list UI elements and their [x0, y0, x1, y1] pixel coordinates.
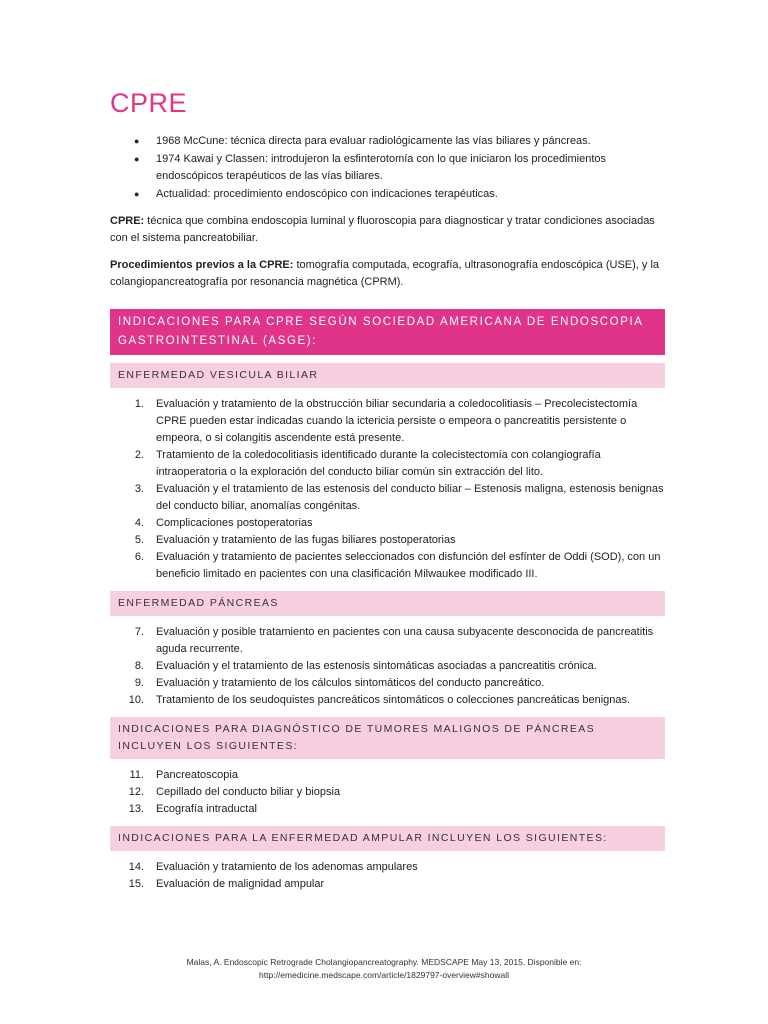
section-heading-gallbladder: ENFERMEDAD VESICULA BILIAR [110, 363, 665, 388]
item-text: Tratamiento de los seudoquistes pancreáticos sintomáticos o colecciones pancreáticas benignas. [156, 694, 631, 706]
list-item [110, 624, 665, 658]
list-item [110, 396, 665, 447]
list-item [110, 658, 665, 675]
item-number: 10. [128, 694, 144, 706]
item-text: Evaluación y tratamiento de los adenomas ampulares [156, 861, 418, 873]
list-item [110, 549, 665, 583]
item-text: Evaluación de malignidad ampular [156, 878, 325, 890]
ampullary-list [110, 859, 665, 893]
list-item [110, 767, 665, 784]
item-number: 15. [128, 878, 144, 890]
citation-url: http://emedicine.medscape.com/article/1829797-overview#showall [259, 970, 509, 980]
document-page [110, 88, 665, 901]
tumors-list [110, 767, 665, 818]
citation-footer [0, 956, 768, 982]
bullet-item: ● 1968 McCune: técnica directa para evaluar radiológicamente las vías biliares y páncreas. [156, 133, 665, 150]
item-text: Evaluación y tratamiento de pacientes seleccionados con disfunción del esfínter de Oddi (SOD), con un beneficio limitado en pacientes con una clasificación Milwaukee modificado III. [156, 551, 661, 580]
item-text: Pancreatoscopia [156, 769, 238, 781]
item-text: Evaluación y tratamiento de la obstrucción biliar secundaria a coledocolitiasis – Precolecistectomía CPRE pueden estar indicadas cuando la ictericia persiste o empeora o pancreatitis persistente o empeora, o si colangitis ascendente está presente. [156, 398, 638, 444]
item-text: Evaluación y el tratamiento de las estenosis del conducto biliar – Estenosis maligna, estenosis benignas del conducto biliar, anomalías congénitas. [156, 483, 664, 512]
page-title: CPRE [110, 88, 188, 118]
definition-label: CPRE: [110, 215, 145, 227]
item-number: 2. [134, 449, 144, 461]
item-text: Evaluación y posible tratamiento en pacientes con una causa subyacente desconocida de pancreatitis aguda recurrente. [156, 626, 654, 655]
item-number: 6. [134, 551, 144, 563]
history-bullet-list [110, 133, 665, 203]
procedures-text: tomografía computada, ecografía, ultrasonografía endoscópica (USE), y la colangiopancreatografía por resonancia magnética (CPRM). [110, 259, 660, 288]
citation-text: Malas, A. Endoscopic Retrograde Cholangiopancreatography. MEDSCAPE May 13, 2015. Disponible en: [186, 957, 582, 967]
section-heading-pancreas: ENFERMEDAD PÁNCREAS [110, 591, 665, 616]
list-item [110, 447, 665, 481]
item-text: Tratamiento de la coledocolitiasis identificado durante la colecistectomía con colangiografía intraoperatoria o la exploración del conducto biliar común sin extracción del lito. [156, 449, 601, 478]
item-number: 5. [134, 534, 144, 546]
list-item [110, 675, 665, 692]
item-number: 1. [134, 398, 144, 410]
list-item [110, 784, 665, 801]
definition-paragraph [110, 213, 665, 247]
main-section-banner: INDICACIONES PARA CPRE SEGÚN SOCIEDAD AMERICANA DE ENDOSCOPIA GASTROINTESTINAL (ASGE): [110, 309, 665, 355]
list-item [110, 481, 665, 515]
list-item [110, 859, 665, 876]
list-item [110, 801, 665, 818]
item-number: 4. [134, 517, 144, 529]
item-text: Ecografía intraductal [156, 803, 257, 815]
list-item [110, 692, 665, 709]
item-number: 9. [134, 677, 144, 689]
procedures-label: Procedimientos previos a la CPRE: [110, 259, 294, 271]
list-item [110, 515, 665, 532]
definition-text: técnica que combina endoscopia luminal y fluoroscopia para diagnosticar y tratar condiciones asociadas con el sistema pancreatobiliar. [110, 215, 655, 244]
bullet-item: ● Actualidad: procedimiento endoscópico con indicaciones terapéuticas. [156, 186, 665, 203]
list-item [110, 876, 665, 893]
section-heading-ampullary: INDICACIONES PARA LA ENFERMEDAD AMPULAR INCLUYEN LOS SIGUIENTES: [110, 826, 665, 851]
gallbladder-list [110, 396, 665, 583]
item-text: Complicaciones postoperatorias [156, 517, 313, 529]
item-number: 13. [128, 803, 144, 815]
item-number: 7. [134, 626, 144, 638]
item-number: 3. [134, 483, 144, 495]
list-item [110, 532, 665, 549]
item-number: 12. [128, 786, 144, 798]
item-text: Evaluación y tratamiento de las fugas biliares postoperatorias [156, 534, 456, 546]
section-heading-tumors: INDICACIONES PARA DIAGNÓSTICO DE TUMORES MALIGNOS DE PÁNCREAS INCLUYEN LOS SIGUIENTES: [110, 717, 665, 759]
item-number: 11. [129, 769, 144, 781]
procedures-paragraph [110, 257, 665, 291]
item-text: Evaluación y tratamiento de los cálculos sintomáticos del conducto pancreático. [156, 677, 545, 689]
item-number: 14. [128, 861, 144, 873]
item-number: 8. [134, 660, 144, 672]
pancreas-list [110, 624, 665, 709]
item-text: Evaluación y el tratamiento de las estenosis sintomáticas asociadas a pancreatitis crónica. [156, 660, 597, 672]
bullet-item: ● 1974 Kawai y Classen: introdujeron la esfinterotomía con lo que iniciaron los procedimientos endoscópicos terapéuticos de las vías biliares. [156, 151, 665, 185]
item-text: Cepillado del conducto biliar y biopsia [156, 786, 341, 798]
